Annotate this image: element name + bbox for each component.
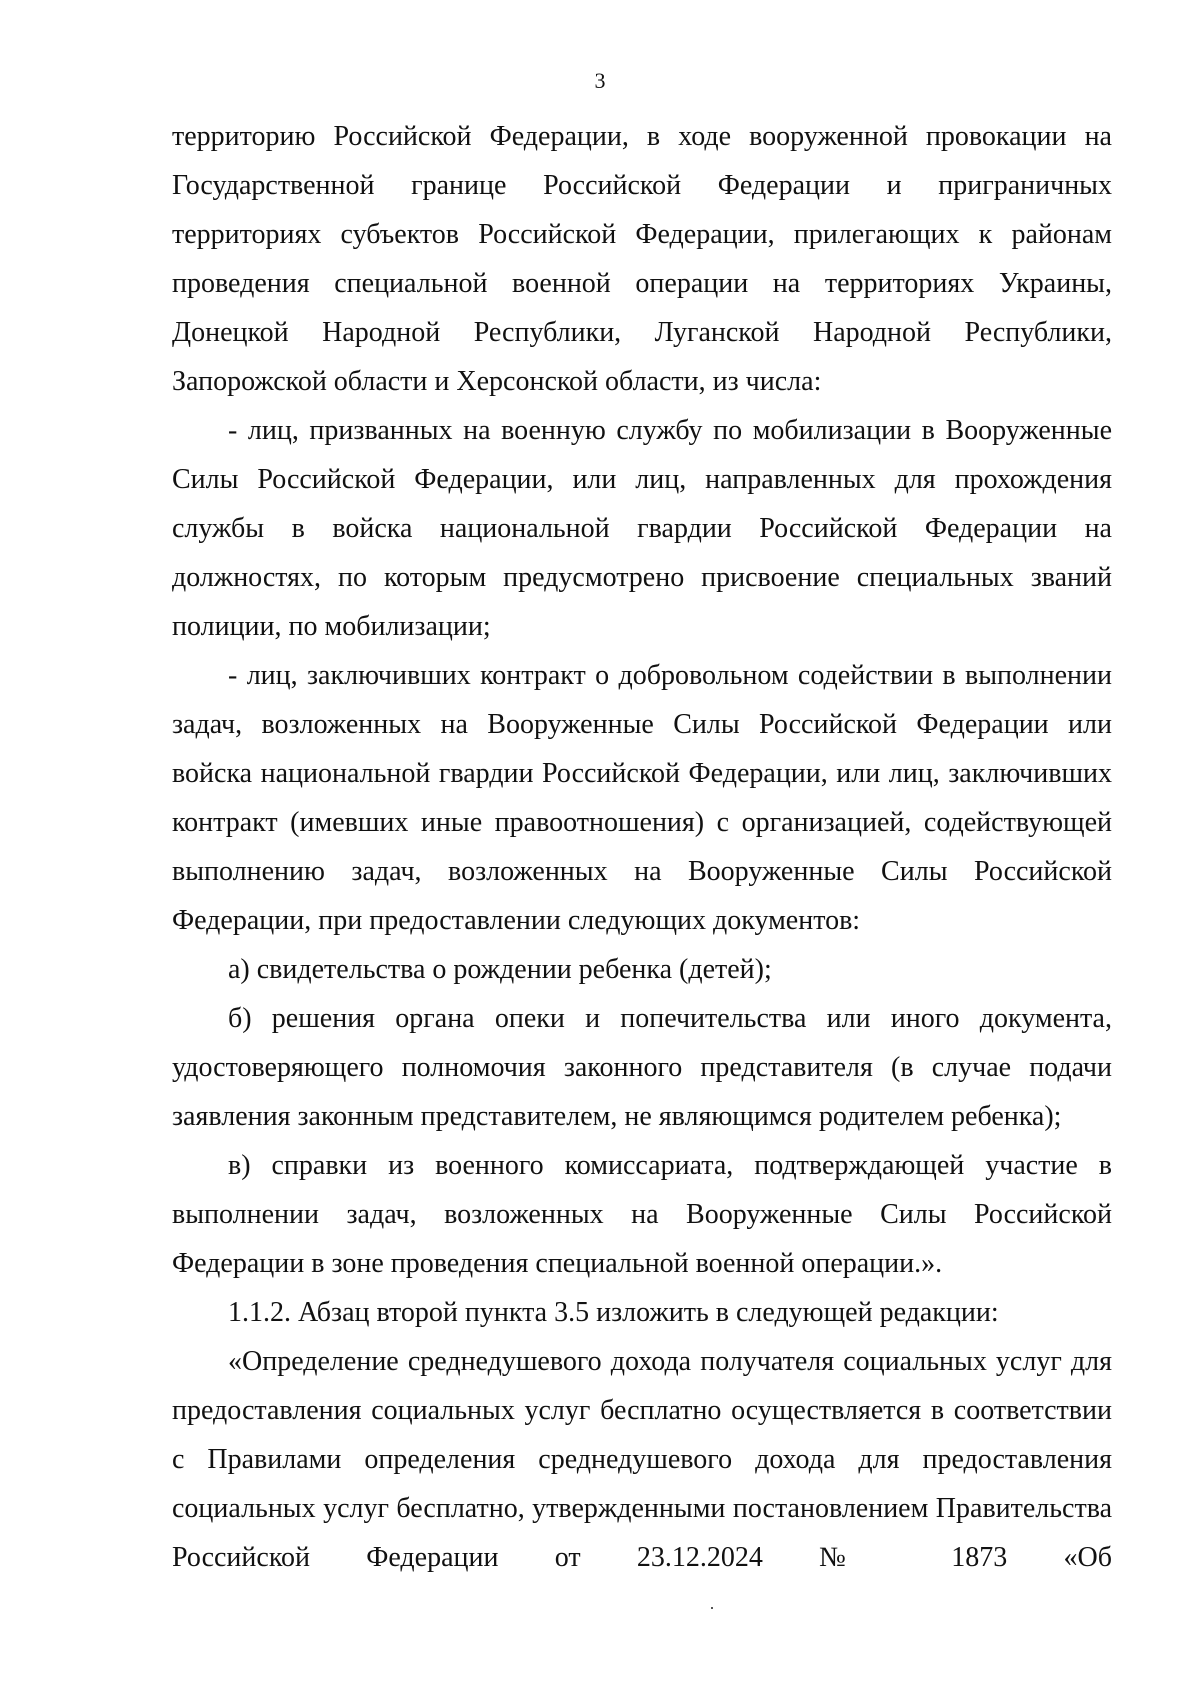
paragraph-item-c: в) справки из военного комиссариата, подтверждающей участие в выполнении задач, возложенных на Вооруженные Силы Российской Федерации в зоне проведения специальной военной операции.». xyxy=(172,1150,1112,1279)
paragraph-income-definition: «Определение среднедушевого дохода получателя социальных услуг для предоставления социальных услуг бесплатно осуществляется в соответствии с Правилами определения среднедушевого дохода для предоставления социальных услуг бесплатно, утвержденными постановлением Правительства Российской Федерации от 23.12.2024 № 1873 «Об xyxy=(172,1346,1112,1573)
document-body xyxy=(172,112,1112,1582)
paragraph-continuation: территорию Российской Федерации, в ходе вооруженной провокации на Государственной границе Российской Федерации и приграничных территориях субъектов Российской Федерации, прилегающих к районам проведения специальной военной операции на территориях Украины, Донецкой Народной Республики, Луганской Народной Республики, Запорожской области и Херсонской области, из числа: xyxy=(172,121,1112,397)
paragraph-list-item-mobilized: - лиц, призванных на военную службу по мобилизации в Вооруженные Силы Российской Федерации, или лиц, направленных для прохождения службы в войска национальной гвардии Российской Федерации на должностях, по которым предусмотрено присвоение специальных званий полиции, по мобилизации; xyxy=(172,415,1112,642)
paragraph-item-b: б) решения органа опеки и попечительства или иного документа, удостоверяющего полномочия законного представителя (в случае подачи заявления законным представителем, не являющимся родителем ребенка); xyxy=(172,1003,1112,1132)
page-number: 3 xyxy=(594,68,606,93)
paragraph-clause-1-1-2: 1.1.2. Абзац второй пункта 3.5 изложить в следующей редакции: xyxy=(228,1297,999,1328)
paragraph-list-item-contract: - лиц, заключивших контракт о добровольном содействии в выполнении задач, возложенных на Вооруженные Силы Российской Федерации или войска национальной гвардии Российской Федерации, или лиц, заключивших контракт (имевших иные правоотношения) с организацией, содействующей выполнению задач, возложенных на Вооруженные Силы Российской Федерации, при предоставлении следующих документов: xyxy=(172,660,1112,936)
paragraph-item-a: а) свидетельства о рождении ребенка (детей); xyxy=(228,954,772,985)
scan-speck xyxy=(711,1607,713,1609)
